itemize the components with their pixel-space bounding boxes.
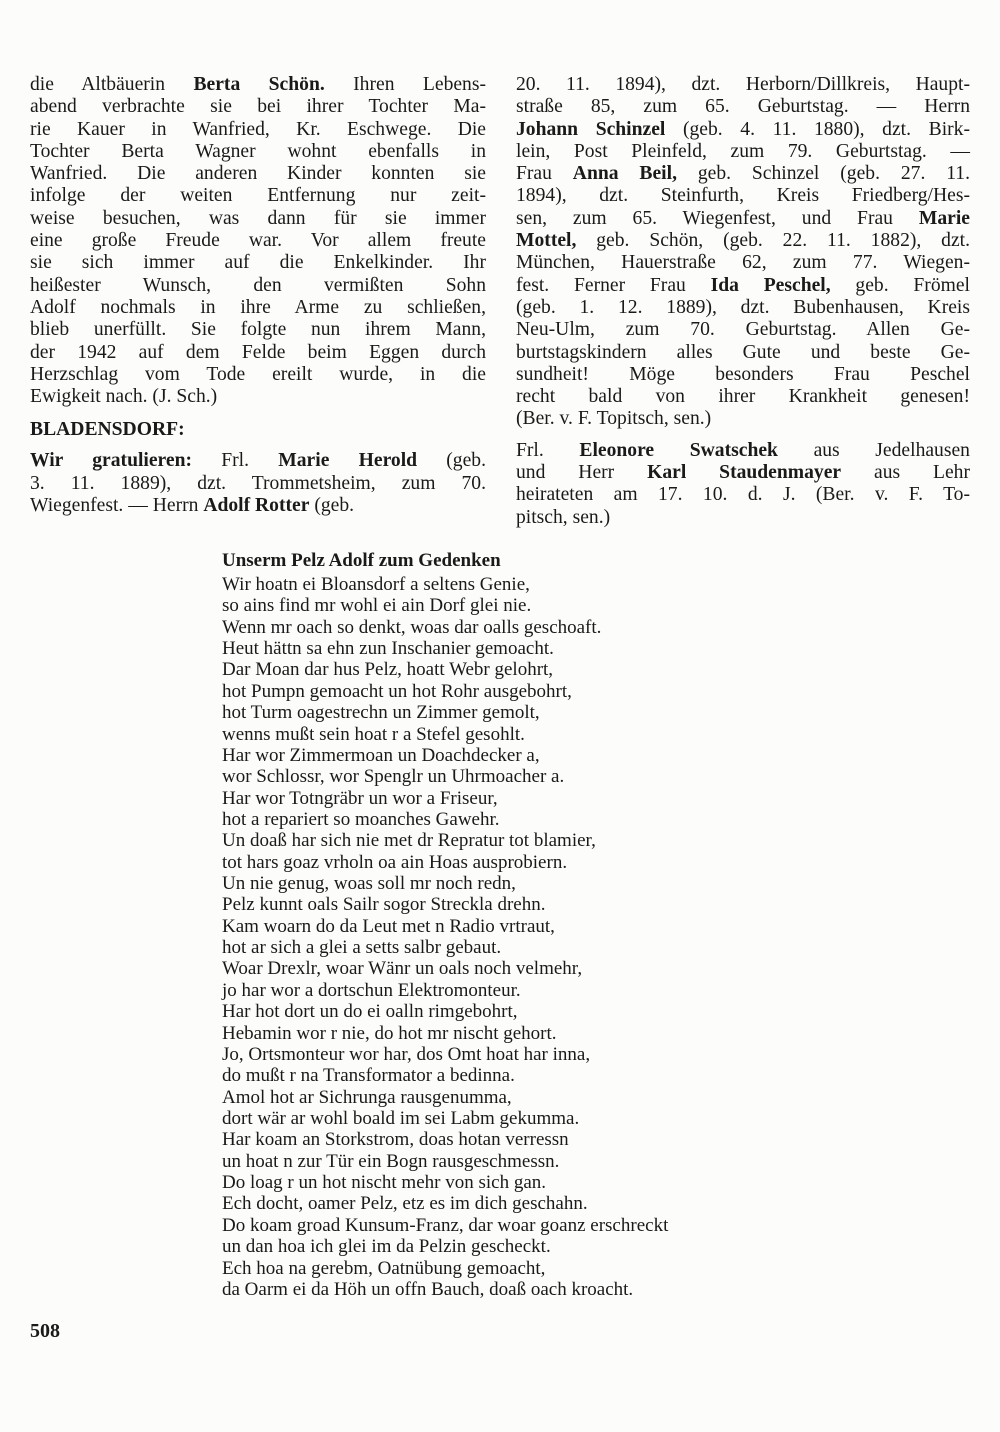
bold-name: Adolf Rotter: [203, 495, 310, 517]
poem-line: wenns mußt sein hoat r a Stefel gesohlt.: [222, 723, 525, 745]
poem-line: do mußt r na Transformator a bedinna.: [222, 1065, 515, 1087]
text-run: sen, zum 65. Wiegenfest, und Frau: [516, 207, 919, 229]
text-line: [30, 119, 486, 141]
text-line: [516, 364, 970, 386]
text-run: und Herr: [516, 462, 648, 484]
text-run: 3. 11. 1889), dzt. Trommetsheim, zum 70.: [30, 472, 486, 494]
text-line: [30, 208, 486, 230]
text-run: burtstagskindern alles Gute und beste Ge-: [516, 341, 970, 363]
text-line: [516, 297, 970, 319]
text-run: recht bald von ihrer Krankheit genesen!: [516, 386, 970, 408]
text-line: [30, 342, 486, 364]
text-run: aus Lehr: [841, 462, 970, 484]
text-run: infolge der weiten Entfernung nur zeit-: [30, 185, 486, 207]
bold-name: Berta Schön.: [193, 74, 325, 95]
page-number: 508: [30, 1320, 60, 1342]
poem: [222, 548, 668, 1300]
bold-name: Eleonore Swatschek: [579, 439, 778, 461]
text-line: [516, 74, 970, 96]
left-column: [30, 74, 486, 517]
bold-name: Karl Staudenmayer: [647, 462, 842, 484]
poem-line: Ech docht, oamer Pelz, etz es im dich geschahn.: [222, 1193, 588, 1215]
text-line: [516, 185, 970, 207]
text-run: (Ber. v. F. Topitsch, sen.): [516, 408, 712, 430]
text-run: Ewigkeit nach. (J. Sch.): [30, 386, 218, 408]
right-column: [516, 74, 970, 529]
text-run: Herzschlag vom Tode ereilt wurde, in die: [30, 363, 486, 385]
text-line: [516, 408, 970, 430]
poem-line: Pelz kunnt oals Sailr sogor Streckla drehn.: [222, 894, 546, 916]
text-run: eine große Freude war. Vor allem freute: [30, 230, 486, 252]
text-line: [30, 185, 486, 207]
bold-name: Mottel,: [516, 230, 577, 252]
text-run: Tochter Berta Wagner wohnt ebenfalls in: [30, 140, 486, 162]
poem-line: un hoat n zur Tür ein Bogn rausgeschmessn.: [222, 1150, 560, 1172]
text-run: abend verbrachte sie bei ihrer Tochter Ma-: [30, 96, 486, 118]
poem-line: hot Turm oagestrechn un Zimmer gemolt,: [222, 702, 540, 724]
bold-name: Johann Schinzel: [516, 118, 666, 140]
text-run: geb. Schinzel (geb. 27. 11.: [676, 163, 970, 185]
text-line: [516, 440, 970, 462]
text-run: sie sich immer auf die Enkelkinder. Ihr: [30, 252, 486, 274]
bold-name: Anna Beil,: [572, 163, 677, 185]
bold-name: Ida Peschel,: [710, 274, 831, 296]
text-run: (geb.: [417, 450, 486, 472]
text-line: [516, 230, 970, 252]
poem-line: hot a repariert so moanches Gawehr.: [222, 808, 500, 830]
poem-line: so ains find mr wohl ei ain Dorf glei nie.: [222, 595, 532, 617]
text-line: [30, 495, 486, 517]
text-line: [30, 252, 486, 274]
text-run: fest. Ferner Frau: [516, 274, 711, 296]
poem-line: Har wor Zimmermoan un Doachdecker a,: [222, 744, 540, 766]
text-run: heißester Wunsch, den vermißten Sohn: [30, 274, 486, 296]
bold-name: Wir gratulieren:: [30, 450, 193, 472]
text-run: Ihren Lebens-: [324, 74, 487, 95]
text-line: [516, 275, 970, 297]
poem-line: Do koam groad Kunsum-Franz, dar woar goanz erschreckt: [222, 1214, 669, 1236]
poem-line: Dar Moan dar hus Pelz, hoatt Webr gelohrt,: [222, 659, 554, 681]
poem-title: Unserm Pelz Adolf zum Gedenken: [222, 550, 501, 571]
section-heading-bladensdorf: BLADENSDORF:: [30, 419, 185, 441]
text-run: straße 85, zum 65. Geburtstag. — Herrn: [516, 96, 970, 118]
text-line: [516, 386, 970, 408]
text-run: Neu-Ulm, zum 70. Geburtstag. Allen Ge-: [516, 319, 970, 341]
paragraph: [30, 74, 486, 408]
poem-line: Ech hoa na gerebm, Oatnübung gemoacht,: [222, 1257, 546, 1279]
poem-line: wor Schlossr, wor Spenglr un Uhrmoacher a.: [222, 766, 565, 788]
poem-line: Wenn mr oach so denkt, woas dar oalls geschoaft.: [222, 616, 602, 638]
poem-line: Amol hot ar Sichrunga rausgenumma,: [222, 1086, 512, 1108]
poem-line: Woar Drexlr, woar Wänr un oals noch velmehr,: [222, 958, 583, 980]
text-run: lein, Post Pleinfeld, zum 79. Geburtstag. —: [516, 140, 970, 162]
text-line: [30, 297, 486, 319]
text-run: der 1942 auf dem Felde beim Eggen durch: [30, 341, 486, 363]
text-line: [516, 252, 970, 274]
poem-line: hot Pumpn gemoacht un hot Rohr ausgebohrt,: [222, 680, 572, 702]
paragraph: [516, 440, 970, 529]
text-line: [516, 319, 970, 341]
text-line: [516, 163, 970, 185]
poem-line: Wir hoatn ei Bloansdorf a seltens Genie,: [222, 574, 530, 595]
paragraph: [30, 450, 486, 517]
text-line: [516, 484, 970, 506]
poem-line: un dan hoa ich glei im da Pelzin gescheckt.: [222, 1236, 551, 1258]
poem-line: Hebamin wor r nie, do hot mr nischt gehort.: [222, 1022, 557, 1044]
text-line: [30, 473, 486, 495]
bold-name: Marie: [918, 207, 970, 229]
text-run: (geb. 4. 11. 1880), dzt. Birk-: [665, 118, 970, 140]
text-run: heirateten am 17. 10. d. J. (Ber. v. F. To-: [516, 484, 970, 506]
left-paragraphs: [30, 74, 486, 408]
poem-line: Har hot dort un do ei oalln rimgebohrt,: [222, 1001, 518, 1023]
poem-line: dort wär ar wohl boald im sei Labm gekumma.: [222, 1107, 580, 1129]
poem-line: da Oarm ei da Höh un offn Bauch, doaß oach kroacht.: [222, 1278, 634, 1300]
text-run: Adolf nochmals in ihre Arme zu schließen,: [30, 296, 486, 318]
text-run: sundheit! Möge besonders Frau Peschel: [516, 363, 970, 385]
text-run: die Altbäuerin: [30, 74, 194, 95]
text-run: geb. Schön, (geb. 22. 11. 1882), dzt.: [576, 230, 970, 252]
text-line: [30, 275, 486, 297]
text-run: 20. 11. 1894), dzt. Herborn/Dillkreis, Haupt-: [516, 74, 970, 95]
text-run: pitsch, sen.): [516, 506, 611, 528]
text-run: aus Jedelhausen: [777, 439, 970, 461]
text-run: 1894), dzt. Steinfurth, Kreis Friedberg/Hes-: [516, 185, 970, 207]
text-line: [516, 119, 970, 141]
text-run: Wanfried. Die anderen Kinder konnten sie: [30, 163, 486, 185]
poem-line: hot ar sich a glei a setts salbr gebaut.: [222, 937, 502, 959]
poem-line: Jo, Ortsmonteur wor har, dos Omt hoat har inna,: [222, 1043, 591, 1065]
text-line: [516, 208, 970, 230]
text-run: Frau: [516, 163, 573, 185]
text-run: Frl.: [516, 439, 580, 461]
text-line: [30, 230, 486, 252]
text-run: München, Hauerstraße 62, zum 77. Wiegen-: [516, 252, 970, 274]
text-line: [30, 74, 486, 96]
poem-line: Har koam an Storkstrom, doas hotan verressn: [222, 1129, 569, 1151]
poem-line: Do loag r un hot nischt mehr von sich gan.: [222, 1172, 547, 1194]
text-line: [30, 450, 486, 472]
text-line: [30, 386, 486, 408]
poem-line: Heut hättn sa ehn zun Inschanier gemoacht.: [222, 638, 554, 660]
poem-line: Kam woarn do da Leut met n Radio vrtraut,: [222, 915, 555, 937]
text-run: (geb. 1. 12. 1889), dzt. Bubenhausen, Kreis: [516, 296, 970, 318]
paragraph: [516, 74, 970, 431]
text-run: weise besuchen, was dann für sie immer: [30, 207, 486, 229]
text-line: [516, 96, 970, 118]
poem-line: Un doaß har sich nie met dr Repratur tot blamier,: [222, 830, 596, 852]
text-line: [30, 319, 486, 341]
poem-line: tot hars goaz vrholn oa ain Hoas ausprobiern.: [222, 851, 568, 873]
poem-lines: [222, 574, 668, 1300]
text-line: [30, 163, 486, 185]
text-run: rie Kauer in Wanfried, Kr. Eschwege. Die: [30, 118, 486, 140]
poem-line: jo har wor a dortschun Elektromonteur.: [222, 979, 521, 1001]
text-line: [30, 364, 486, 386]
text-run: blieb unerfüllt. Sie folgte nun ihrem Mann,: [30, 319, 486, 341]
poem-line: Un nie genug, woas soll mr noch redn,: [222, 873, 516, 895]
text-run: (geb.: [309, 495, 355, 517]
text-line: [30, 141, 486, 163]
left-paragraphs-2: [30, 450, 486, 517]
text-run: Wiegenfest. — Herrn: [30, 495, 204, 517]
text-line: [516, 462, 970, 484]
text-line: [516, 342, 970, 364]
poem-line: Har wor Totngräbr un wor a Friseur,: [222, 787, 498, 809]
text-line: [516, 141, 970, 163]
text-line: [30, 96, 486, 118]
text-run: Frl.: [192, 450, 279, 472]
text-line: [516, 507, 970, 529]
text-run: geb. Frömel: [830, 274, 971, 296]
bold-name: Marie Herold: [278, 450, 418, 472]
right-paragraphs: [516, 74, 970, 529]
